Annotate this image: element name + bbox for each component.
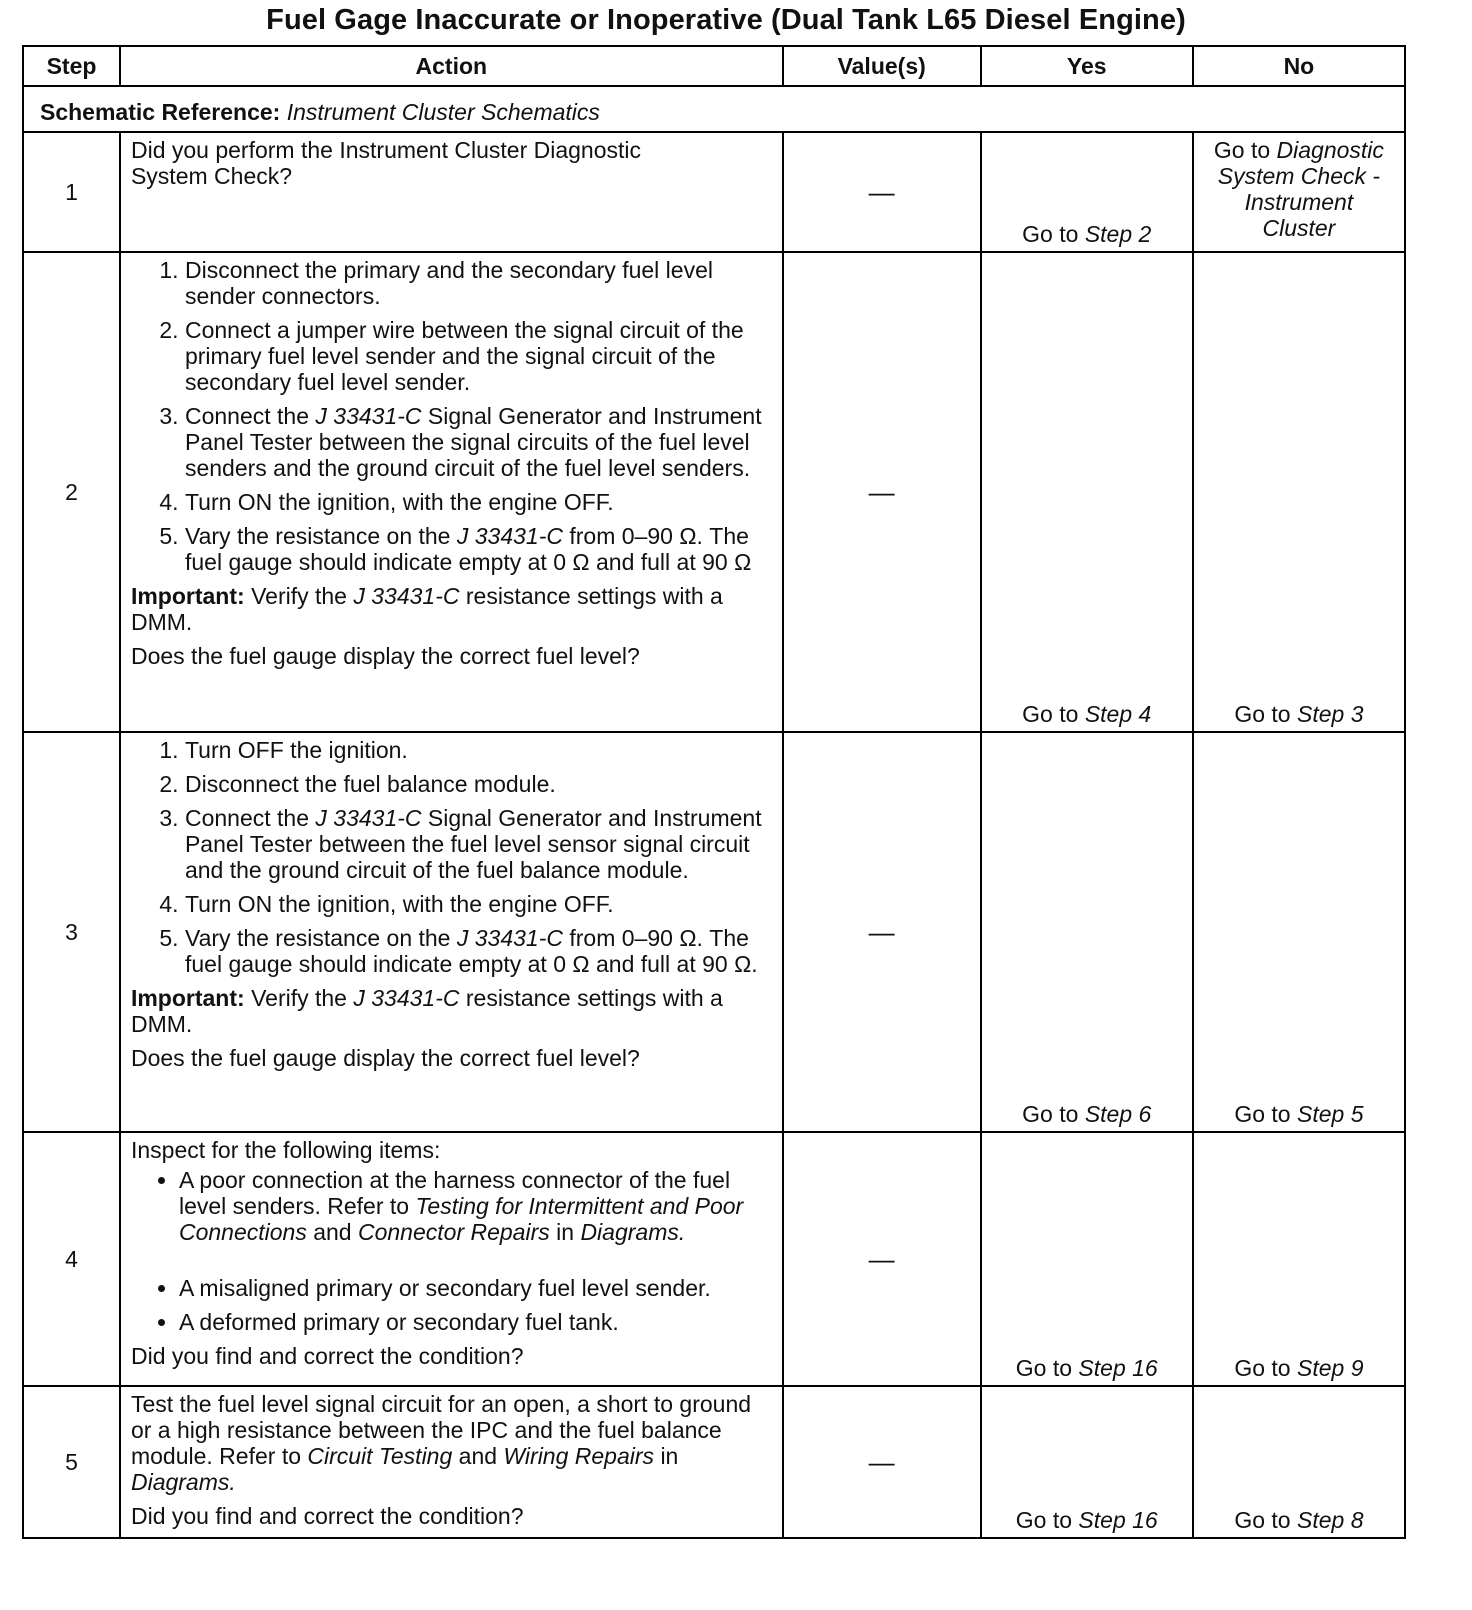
important-note (131, 985, 774, 1037)
important-label: Important: (130, 985, 245, 1011)
value-cell: — (783, 252, 981, 732)
schematic-reference (23, 86, 1405, 132)
header-value: Value(s) (783, 46, 981, 86)
instruction-text: Vary the resistance on the (184, 523, 451, 549)
go-to-text: Go to (1213, 137, 1271, 163)
action-text-part: Test the fuel level signal circuit for an open, a short to ground or a high resistance between the IPC and the fuel balance module. Refer to (130, 1391, 752, 1469)
go-to-text: Go to (1015, 1507, 1073, 1533)
action-text-part: and (458, 1443, 498, 1469)
go-to-text: Go to (1234, 1355, 1291, 1381)
action-question: Did you perform the Instrument Cluster Diagnostic System Check? (130, 137, 642, 189)
no-step-link-line[interactable]: Instrument (1244, 189, 1354, 215)
schematic-link[interactable]: Instrument Cluster Schematics (286, 98, 600, 125)
no-cell (1193, 1132, 1405, 1386)
diagnostic-table (22, 45, 1406, 1539)
no-step-link[interactable]: Step 5 (1296, 1101, 1364, 1127)
step-number: 2 (23, 252, 120, 732)
schematic-reference-row (23, 86, 1405, 132)
no-cell (1193, 732, 1405, 1132)
yes-cell (981, 1132, 1193, 1386)
step-number: 3 (23, 732, 120, 1132)
inspection-list (131, 1167, 774, 1335)
table-row (23, 732, 1405, 1132)
reference-link[interactable]: Connector Repairs (357, 1219, 550, 1245)
action-cell (120, 732, 783, 1132)
reference-link[interactable]: Testing for Intermittent and Poor Connections (178, 1193, 744, 1245)
instruction-item: 4. Turn ON the ignition, with the engine OFF. (185, 489, 774, 515)
header-row (23, 46, 1405, 86)
tool-reference[interactable]: J 33431-C (456, 523, 563, 549)
instruction-text: from 0–90 Ω. The fuel gauge should indicate empty at 0 Ω and full at 90 Ω (184, 523, 752, 575)
no-step-link-line[interactable]: Cluster (1262, 215, 1336, 241)
inspection-text: in (556, 1219, 575, 1245)
yes-cell (981, 732, 1193, 1132)
yes-step-link[interactable]: Step 16 (1078, 1355, 1158, 1381)
instruction-item: 1. Turn OFF the ignition. (185, 737, 774, 763)
no-step-link-line[interactable]: System Check - (1217, 163, 1381, 189)
go-to-text: Go to (1234, 1101, 1291, 1127)
value-cell: — (783, 1386, 981, 1538)
yes-step-link[interactable]: Step 2 (1084, 221, 1152, 247)
note-text: Verify the (251, 583, 347, 609)
reference-link[interactable]: Diagrams. (130, 1469, 236, 1495)
table-row (23, 1132, 1405, 1386)
instruction-item (185, 805, 774, 883)
go-to-text: Go to (1022, 1101, 1079, 1127)
action-cell (120, 252, 783, 732)
tool-reference[interactable]: J 33431-C (315, 403, 422, 429)
header-action: Action (120, 46, 783, 86)
instruction-item: 1. Disconnect the primary and the secondary fuel level sender connectors. (185, 257, 774, 309)
tool-reference[interactable]: J 33431-C (315, 805, 422, 831)
action-question: Did you find and correct the condition? (130, 1503, 524, 1529)
inspection-item (179, 1167, 774, 1267)
action-cell (120, 132, 783, 252)
yes-cell (981, 252, 1193, 732)
no-cell (1193, 252, 1405, 732)
table-row (23, 1386, 1405, 1538)
reference-link[interactable]: Circuit Testing (307, 1443, 453, 1469)
inspection-item: • A deformed primary or secondary fuel tank. (179, 1309, 774, 1335)
instruction-text: from 0–90 Ω. The fuel gauge should indicate empty at 0 Ω and full at 90 Ω. (184, 925, 758, 977)
header-yes: Yes (981, 46, 1193, 86)
instruction-item: 2. Connect a jumper wire between the signal circuit of the primary fuel level sender and the signal circuit of the secondary fuel level sender. (185, 317, 774, 395)
yes-step-link[interactable]: Step 4 (1084, 701, 1152, 727)
value-cell: — (783, 732, 981, 1132)
tool-reference[interactable]: J 33431-C (456, 925, 563, 951)
reference-link[interactable]: Diagrams. (580, 1219, 686, 1245)
go-to-text: Go to (1234, 701, 1291, 727)
important-note (131, 583, 774, 635)
schematic-label: Schematic Reference: (40, 98, 281, 125)
go-to-text: Go to (1015, 1355, 1073, 1381)
value-cell: — (783, 132, 981, 252)
no-step-link[interactable]: Step 8 (1296, 1507, 1364, 1533)
header-step: Step (23, 46, 120, 86)
instruction-text: Connect the (184, 805, 309, 831)
instruction-item (185, 925, 774, 977)
table-row (23, 252, 1405, 732)
instruction-text: Connect the (184, 403, 309, 429)
step-number: 1 (23, 132, 120, 252)
no-step-link[interactable]: Step 3 (1296, 701, 1364, 727)
tool-reference[interactable]: J 33431-C (353, 583, 460, 609)
go-to-text: Go to (1022, 221, 1079, 247)
no-cell (1193, 132, 1405, 252)
instruction-text: Signal Generator and Instrument Panel Tester between the fuel level sensor signal circuit and the ground circuit of the fuel balance module. (184, 805, 762, 883)
instruction-item (185, 523, 774, 575)
value-cell: — (783, 1132, 981, 1386)
instruction-text: Vary the resistance on the (184, 925, 451, 951)
instruction-text: Signal Generator and Instrument Panel Tester between the signal circuits of the fuel level senders and the ground circuit of the fuel level senders. (184, 403, 762, 481)
yes-cell (981, 132, 1193, 252)
go-to-text: Go to (1234, 1507, 1291, 1533)
note-text: Verify the (251, 985, 347, 1011)
step-number: 5 (23, 1386, 120, 1538)
note-text: resistance settings with a DMM. (130, 985, 723, 1037)
action-cell (120, 1132, 783, 1386)
instruction-list (131, 737, 774, 977)
page-title: Fuel Gage Inaccurate or Inoperative (Dual Tank L65 Diesel Engine) (266, 4, 1186, 36)
no-step-link[interactable]: Diagnostic (1276, 137, 1384, 163)
header-no: No (1193, 46, 1405, 86)
instruction-item: 2. Disconnect the fuel balance module. (185, 771, 774, 797)
inspection-text: and (313, 1219, 352, 1245)
no-cell (1193, 1386, 1405, 1538)
action-text (131, 1391, 774, 1495)
go-to-text: Go to (1022, 701, 1079, 727)
table-row (23, 132, 1405, 252)
action-cell (120, 1386, 783, 1538)
step-number: 4 (23, 1132, 120, 1386)
instruction-item: 4. Turn ON the ignition, with the engine OFF. (185, 891, 774, 917)
action-question: Does the fuel gauge display the correct fuel level? (130, 1045, 640, 1071)
no-step-link[interactable]: Step 9 (1296, 1355, 1364, 1381)
yes-step-link[interactable]: Step 6 (1084, 1101, 1152, 1127)
inspection-text: A poor connection at the harness connector of the fuel level senders. Refer to (178, 1167, 731, 1219)
yes-cell (981, 1386, 1193, 1538)
action-text-part: in (660, 1443, 679, 1469)
note-text: resistance settings with a DMM. (130, 583, 723, 635)
instruction-item (185, 403, 774, 481)
reference-link[interactable]: Wiring Repairs (503, 1443, 655, 1469)
action-question: Did you find and correct the condition? (130, 1343, 524, 1369)
instruction-list (131, 257, 774, 575)
action-question: Does the fuel gauge display the correct fuel level? (130, 643, 640, 669)
yes-step-link[interactable]: Step 16 (1078, 1507, 1158, 1533)
inspection-item: • A misaligned primary or secondary fuel level sender. (179, 1275, 774, 1301)
important-label: Important: (130, 583, 245, 609)
tool-reference[interactable]: J 33431-C (353, 985, 460, 1011)
action-intro: Inspect for the following items: (130, 1137, 441, 1163)
